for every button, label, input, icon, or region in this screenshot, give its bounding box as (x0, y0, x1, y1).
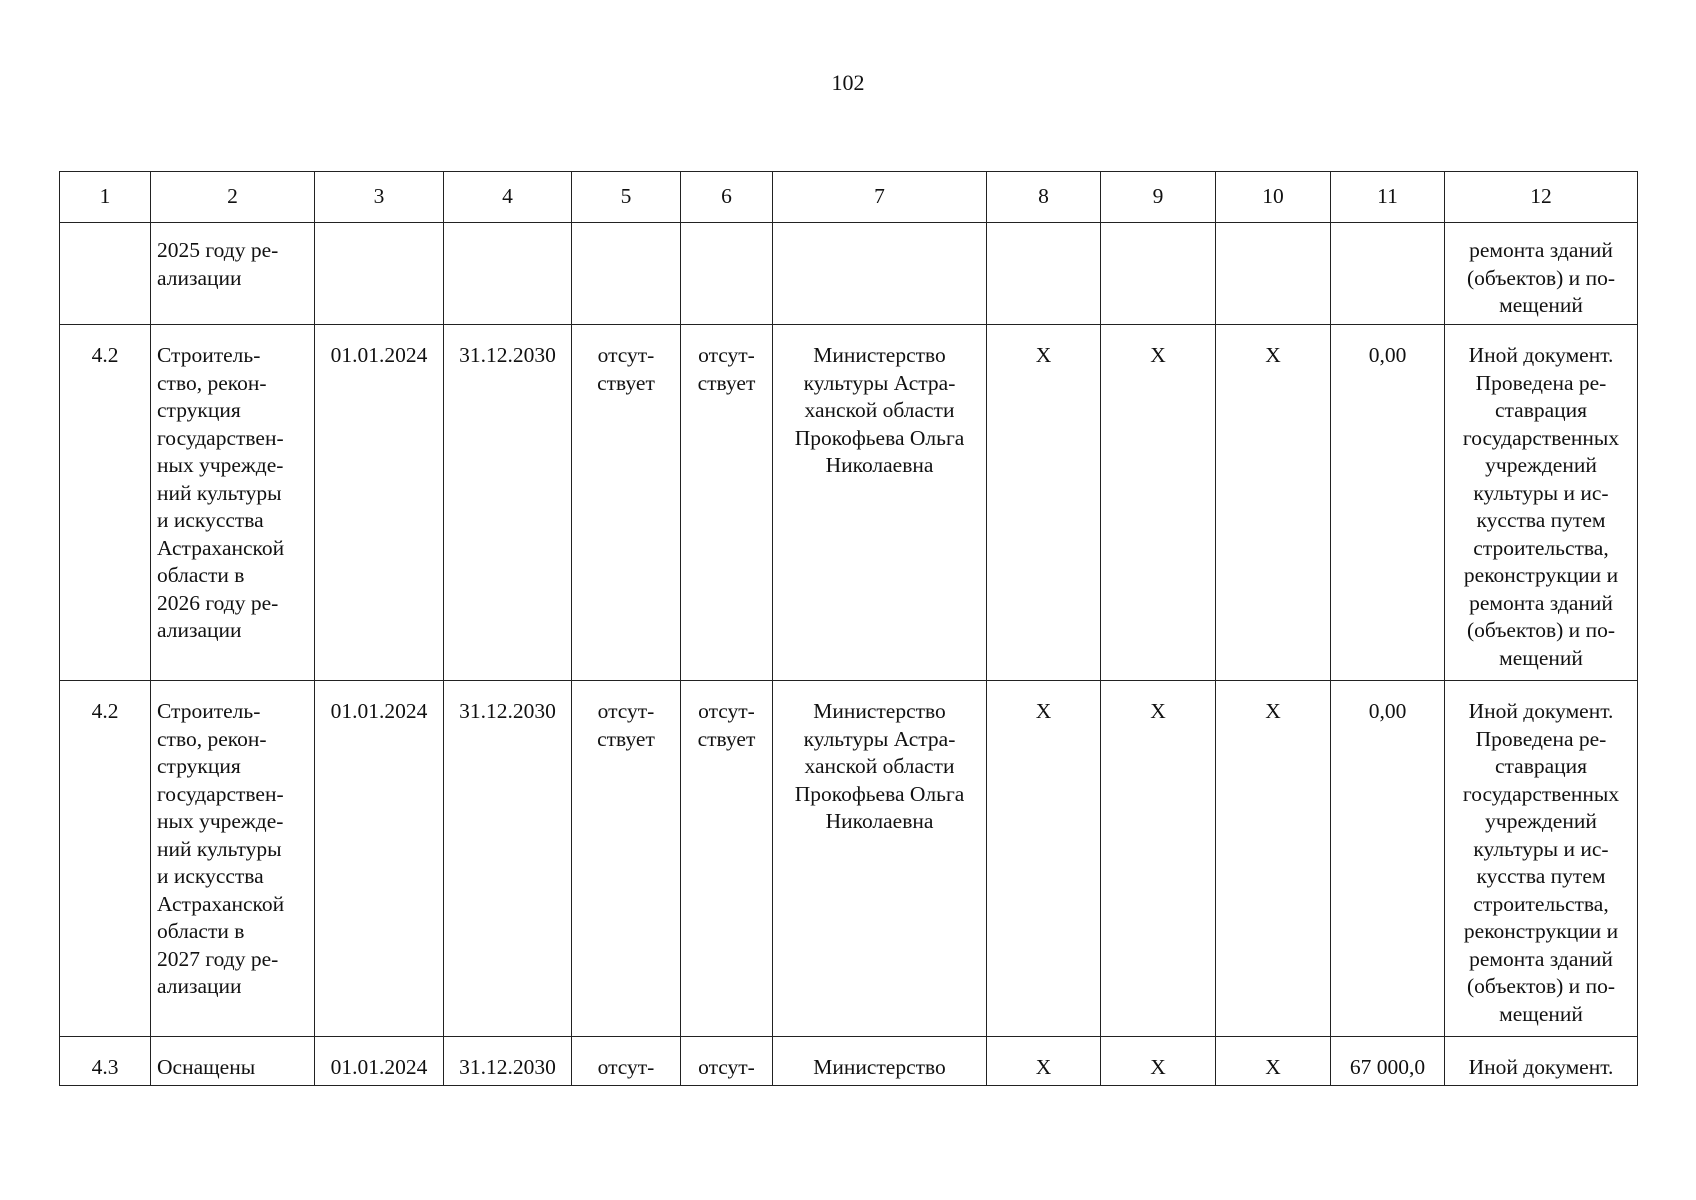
table-row (60, 325, 1638, 681)
activities-table (59, 171, 1638, 1086)
cell-col10 (1216, 223, 1331, 325)
cell-number: 4.3 (60, 1037, 151, 1086)
cell-col8 (987, 223, 1101, 325)
cell-col8: Х (987, 1037, 1101, 1086)
cell-col6: отсут- ствует (681, 681, 773, 1037)
cell-col5 (572, 223, 681, 325)
cell-start-date: 01.01.2024 (315, 1037, 444, 1086)
cell-responsible: Министерство (773, 1037, 987, 1086)
column-header: 12 (1445, 172, 1638, 223)
column-header: 3 (315, 172, 444, 223)
cell-col9: Х (1101, 325, 1216, 681)
cell-activity-name: Строитель- ство, рекон- струкция государствен- ных учрежде- ний культуры и искусства Астраханской области в 2027 году ре- ализации (151, 681, 315, 1037)
cell-col5: отсут- (572, 1037, 681, 1086)
cell-start-date: 01.01.2024 (315, 681, 444, 1037)
column-header: 6 (681, 172, 773, 223)
cell-end-date: 31.12.2030 (444, 325, 572, 681)
cell-responsible (773, 223, 987, 325)
cell-amount: 0,00 (1331, 681, 1445, 1037)
column-header: 4 (444, 172, 572, 223)
cell-end-date (444, 223, 572, 325)
cell-document: Иной документ. Проведена ре- ставрация государственных учреждений культуры и ис- кусства путем строительства, реконструкции и ремонта зданий (объектов) и по- мещений (1445, 325, 1638, 681)
cell-responsible: Министерство культуры Астра- ханской области Прокофьева Ольга Николаевна (773, 325, 987, 681)
cell-start-date (315, 223, 444, 325)
column-header: 11 (1331, 172, 1445, 223)
cell-document: ремонта зданий (объектов) и по- мещений (1445, 223, 1638, 325)
cell-col10: Х (1216, 1037, 1331, 1086)
cell-document: Иной документ. (1445, 1037, 1638, 1086)
cell-activity-name: 2025 году ре- ализации (151, 223, 315, 325)
cell-col6 (681, 223, 773, 325)
column-header: 8 (987, 172, 1101, 223)
cell-activity-name: Строитель- ство, рекон- струкция государствен- ных учрежде- ний культуры и искусства Астраханской области в 2026 году ре- ализации (151, 325, 315, 681)
cell-end-date: 31.12.2030 (444, 1037, 572, 1086)
cell-number: 4.2 (60, 325, 151, 681)
cell-col6: отсут- ствует (681, 325, 773, 681)
column-header: 5 (572, 172, 681, 223)
column-header: 7 (773, 172, 987, 223)
cell-col10: Х (1216, 325, 1331, 681)
cell-end-date: 31.12.2030 (444, 681, 572, 1037)
cell-amount: 0,00 (1331, 325, 1445, 681)
cell-col10: Х (1216, 681, 1331, 1037)
column-header: 2 (151, 172, 315, 223)
cell-col9: Х (1101, 1037, 1216, 1086)
cell-activity-name: Оснащены (151, 1037, 315, 1086)
cell-amount (1331, 223, 1445, 325)
cell-number (60, 223, 151, 325)
cell-col8: Х (987, 681, 1101, 1037)
table-row (60, 681, 1638, 1037)
table-row (60, 223, 1638, 325)
cell-start-date: 01.01.2024 (315, 325, 444, 681)
cell-document: Иной документ. Проведена ре- ставрация государственных учреждений культуры и ис- кусства путем строительства, реконструкции и ремонта зданий (объектов) и по- мещений (1445, 681, 1638, 1037)
cell-col9 (1101, 223, 1216, 325)
page-number: 102 (831, 70, 865, 95)
cell-col6: отсут- (681, 1037, 773, 1086)
table-row (60, 1037, 1638, 1086)
column-header: 9 (1101, 172, 1216, 223)
column-header: 10 (1216, 172, 1331, 223)
cell-amount: 67 000,0 (1331, 1037, 1445, 1086)
cell-number: 4.2 (60, 681, 151, 1037)
cell-responsible: Министерство культуры Астра- ханской области Прокофьева Ольга Николаевна (773, 681, 987, 1037)
column-header: 1 (60, 172, 151, 223)
cell-col5: отсут- ствует (572, 325, 681, 681)
cell-col8: Х (987, 325, 1101, 681)
cell-col9: Х (1101, 681, 1216, 1037)
cell-col5: отсут- ствует (572, 681, 681, 1037)
table-header-row (60, 172, 1638, 223)
